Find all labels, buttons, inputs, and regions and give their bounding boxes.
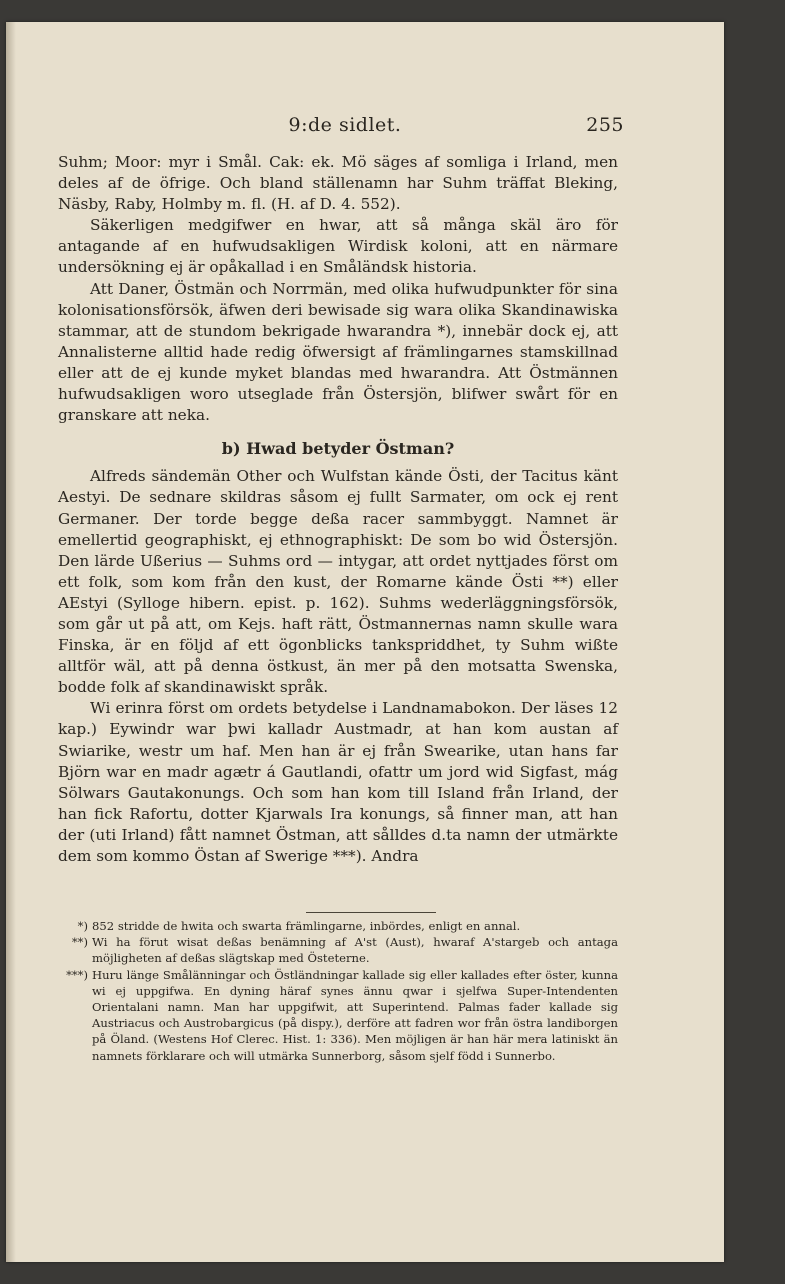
footnote-marker: **)	[71, 935, 88, 950]
paragraph: Säkerligen medgifwer en hwar, att så många skäl äro för antagande af en hufwudsakligen Wirdisk koloni, att en närmare undersökning ej är opåkallad i en Småländsk historia.	[58, 216, 618, 277]
chapter-title: 9:de sidlet.	[288, 114, 402, 136]
footnote	[58, 918, 618, 934]
footnotes	[58, 918, 618, 1064]
page-number: 255	[586, 114, 624, 136]
footnote	[58, 934, 618, 966]
footnote-text: Wi ha förut wisat deßas benämning af A'st (Aust), hwaraf A'stargeb och antaga möjligheten af deßas slägtskap med Östeterne.	[92, 935, 618, 966]
paragraph: Att Daner, Östmän och Norrmän, med olika hufwudpunkter för sina kolonisationsförsök, äfwen deri bewisade sig wara olika Skandinawiska stammar, att de stundom bekrigade hwarandra *), innebär dock ej, att Annalisterne alltid hade redig öfwersigt af främlingarnes stamskillnad eller att de ej kunde myket blandas med hwarandra. Att Östmännen hufwudsakligen woro utseglade från Östersjön, blifwer swårt för en granskare att neka.	[58, 279, 618, 425]
footnote-marker: ***)	[66, 967, 88, 982]
footnote	[58, 967, 618, 1064]
paragraph: Wi erinra först om ordets betydelse i Landnamabokon. Der läses 12 kap.) Eywindr war þwi kalladr Austmadr, at han kom austan af Swiarike, westr um haf. Men han är ej från Swearike, utan hans far Björn war en madr agætr á Gautlandi, ofattr um jord wid Sigfast, mág Sölwars Gautakonungs. Och som han kom till Island från Irland, der han fick Rafortu, dotter Kjarwals Ira konungs, så finner man, att han der (uti Irland) fått namnet Östman, att sålldes d.ta namn der utmärkte dem som kommo Östan af Swerige ***). Andra	[58, 699, 618, 865]
page-spine-shadow	[6, 22, 16, 1262]
footnote-text: Huru länge Smålänningar och Östländningar kallade sig eller kallades efter öster, kunna wi ej uppgifwa. En dyning häraf synes ännu qwar i sjelfwa Super-Intendenten Orientalani namn. Man har uppgifwit, att Superintend. Palmas fader kallade sig Austriacus och Austrobargicus (på dispy.), derföre att fadren wor från östra landiborgen på Öland. (Westens Hof Clerec. Hist. 1: 336). Men möjligen är han här mera latiniskt än namnets förklarare och will utmärka Sunnerborg, såsom sjelf född i Sunnerbo.	[92, 967, 618, 1063]
footnote-marker: *)	[77, 919, 88, 933]
paragraph: Suhm; Moor: myr i Smål. Cak: ek. Mö säges af somliga i Irland, men deles af de öfrige. Och bland ställenamn har Suhm träffat Bleking, Näsby, Raby, Holmby m. fl. (H. af D. 4. 552).	[58, 153, 618, 214]
footnote-divider	[306, 912, 436, 913]
section-heading: b) Hwad betyder Östman?	[221, 439, 455, 459]
book-page	[6, 22, 724, 1262]
paragraph: Alfreds sändemän Other och Wulfstan kände Östi, der Tacitus känt Aestyi. De sednare skildras såsom ej fullt Sarmater, om ock ej rent Germaner. Der torde begge deßa racer sammbyggt. Namnet är emellertid geographiskt, ej ethnographiskt: De som bo wid Östersjön. Den lärde Ußerius — Suhms ord — intygar, att ordet nyttjades först om ett folk, som kom från den kust, der Romarne kände Östi **) eller AEstyi (Sylloge hibern. epist. p. 162). Suhms wederläggningsförsök, som går ut på att, om Kejs. haft rätt, Östmannernas namn skulle wara Finska, är en följd af ett ögonblicks tankspriddhet, ty Suhm wißte alltför wäl, att på denna östkust, än mer på den motsatta Swenska, bodde folk af skandinawiskt språk.	[58, 467, 618, 697]
main-text	[58, 152, 618, 867]
running-header	[66, 114, 624, 140]
footnote-text: 852 stridde de hwita och swarta främlingarne, inbördes, enligt en annal.	[92, 919, 521, 933]
